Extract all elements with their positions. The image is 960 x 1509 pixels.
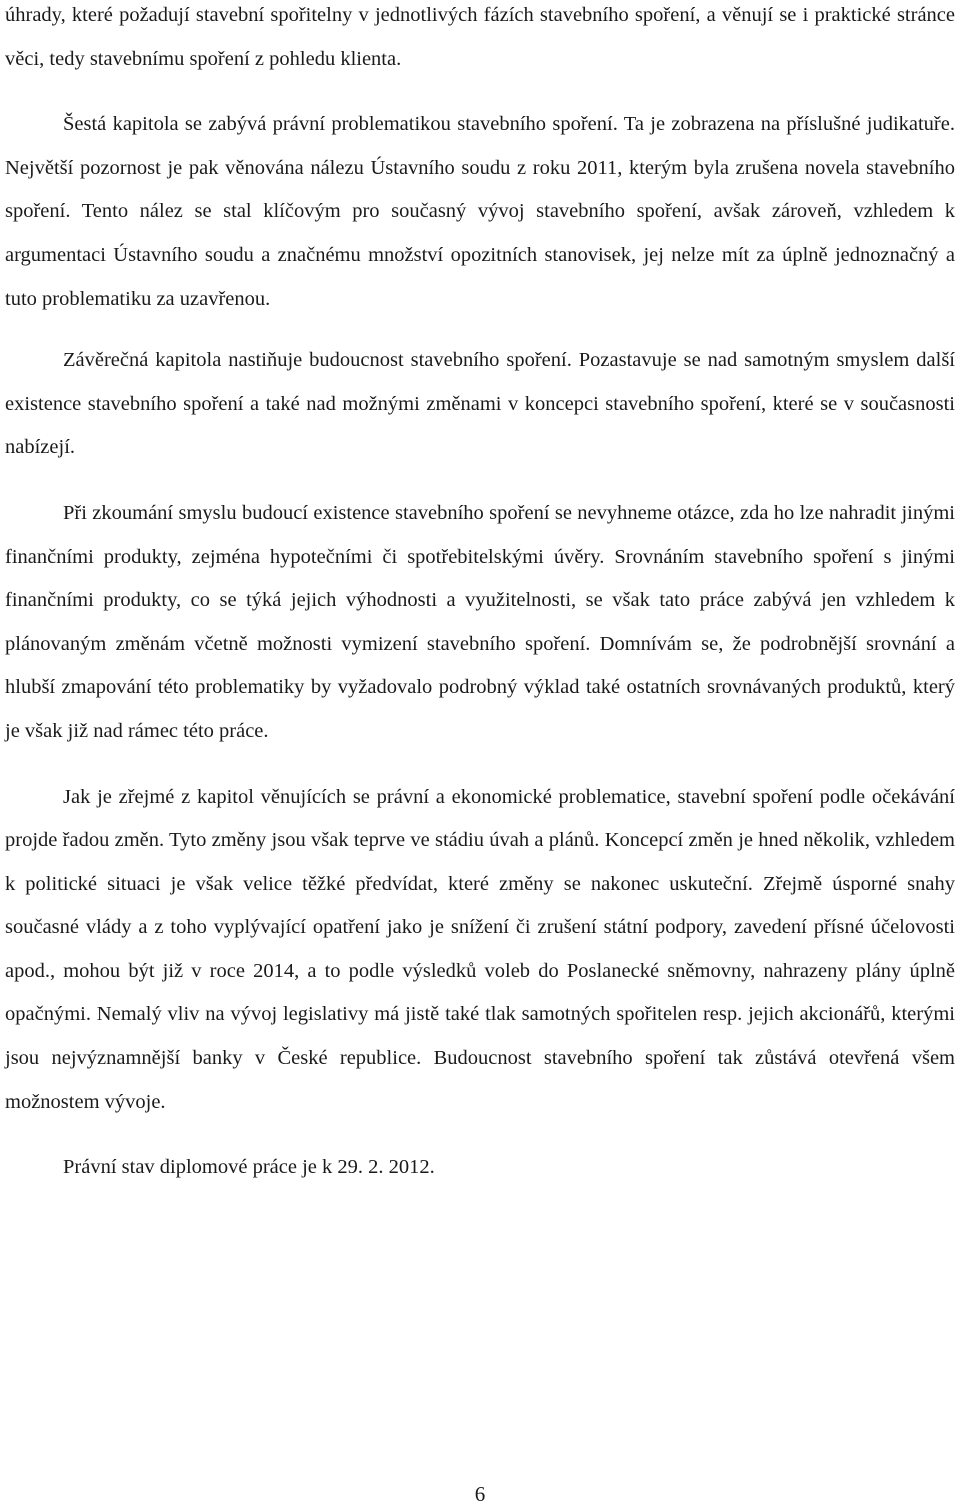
paragraph-future-existence: Při zkoumání smyslu budoucí existence stavebního spoření se nevyhneme otázce, zda ho lze nahradit jinými finančními produkty, zejména hypotečními či spotřebitelskými úvěry. Srovnáním stavebního spoření s jinými finančními produkty, co se týká jejich výhodnosti a využitelnosti, se však tato práce zabývá jen vzhledem k plánovaným změnám včetně možnosti vymizení stavebního spoření. Domnívám se, že podrobnější srovnání a hlubší zmapování této problematiky by vyžadovalo podrobný výklad také ostatních srovnávaných produktů, který je však již nad rámec této práce. xyxy=(5,501,955,742)
paragraph-final-chapter: Závěrečná kapitola nastiňuje budoucnost stavebního spoření. Pozastavuje se nad samotným smyslem další existence stavebního spoření a také nad možnými změnami v koncepci stavebního spoření, které se v současnosti nabízejí. xyxy=(5,349,955,459)
paragraph-continuation: úhrady, které požadují stavební spořitelny v jednotlivých fázích stavebního spoření, a věnují se i praktické stránce věci, tedy stavebnímu spoření z pohledu klienta. xyxy=(5,4,955,70)
paragraph-conclusion: Jak je zřejmé z kapitol věnujících se právní a ekonomické problematice, stavební spoření podle očekávání projde řadou změn. Tyto změny jsou však teprve ve stádiu úvah a plánů. Koncepcí změn je hned několik, vzhledem k politické situaci je však velice těžké předvídat, které změny se nakonec uskuteční. Zřejmě úsporné snahy současné vlády a z toho vyplývající opatření jako je snížení či zrušení státní podpory, zavedení přísné účelovosti apod., mohou být již v roce 2014, a to podle výsledků voleb do Poslanecké sněmovny, nahrazeny plány úplně opačnými. Nemalý vliv na vývoj legislativy má jistě také tlak samotných spořitelen resp. jejich akcionářů, kterými jsou nejvýznamnější banky v České republice. Budoucnost stavebního spoření tak zůstává otevřená všem možnostem vývoje. xyxy=(5,785,955,1113)
page-number: 6 xyxy=(474,1482,486,1506)
document-body xyxy=(5,0,955,1190)
paragraph-legal-status: Právní stav diplomové práce je k 29. 2. 2012. xyxy=(63,1156,435,1179)
paragraph-chapter-six: Šestá kapitola se zabývá právní problematikou stavebního spoření. Ta je zobrazena na příslušné judikatuře. Největší pozornost je pak věnována nálezu Ústavního soudu z roku 2011, kterým byla zrušena novela stavebního spoření. Tento nález se stal klíčovým pro současný vývoj stavebního spoření, avšak zároveň, vzhledem k argumentaci Ústavního soudu a značnému množství opozitních stanovisek, jej nelze mít za úplně jednoznačný a tuto problematiku za uzavřenou. xyxy=(5,113,955,310)
